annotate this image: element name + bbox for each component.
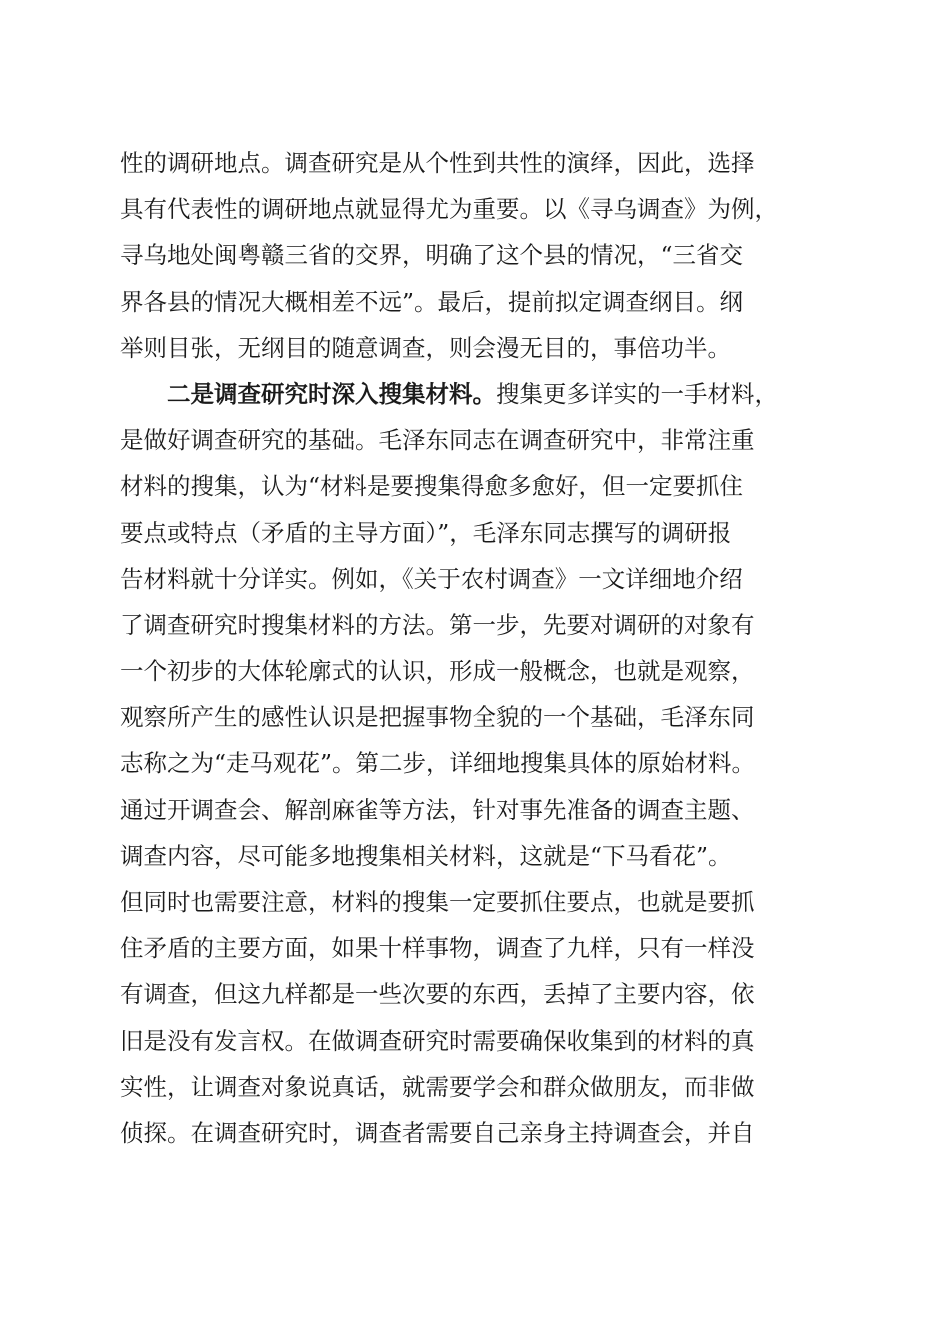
text-line: 旧是没有发言权。在做调查研究时需要确保收集到的材料的真: [120, 1026, 755, 1055]
text-line: 材料的搜集，认为“材料是要搜集得愈多愈好，但一定要抓住: [120, 472, 744, 501]
text-line: 观察所产生的感性认识是把握事物全貌的一个基础，毛泽东同: [120, 703, 755, 732]
paragraph-2-lead-heading: 二是调查研究时深入搜集材料。: [167, 379, 496, 408]
text-line: 志称之为“走马观花”。第二步，详细地搜集具体的原始材料。: [120, 749, 756, 778]
text-line: 告材料就十分详实。例如，《关于农村调查》一文详细地介绍: [120, 564, 743, 593]
text-line: 了调查研究时搜集材料的方法。第一步，先要对调研的对象有: [120, 610, 755, 639]
paragraph-2: [120, 371, 840, 1156]
body-text: [120, 140, 840, 1156]
text-line: 实性，让调查对象说真话，就需要学会和群众做朋友，而非做: [120, 1072, 755, 1101]
paragraph-2-first-line-rest: 搜集更多详实的一手材料，: [496, 379, 778, 408]
text-line: 具有代表性的调研地点就显得尤为重要。以《寻乌调查》为例，: [120, 195, 778, 224]
paragraph-2-first-line: [120, 371, 840, 417]
text-line: 但同时也需要注意，材料的搜集一定要抓住要点，也就是要抓: [120, 888, 755, 916]
text-line: 要点或特点（矛盾的主导方面）”，毛泽东同志撰写的调研报: [120, 518, 732, 547]
text-line: 性的调研地点。调查研究是从个性到共性的演绎，因此，选择: [120, 149, 755, 177]
text-line: 有调查，但这九样都是一些次要的东西，丢掉了主要内容，依: [120, 980, 755, 1009]
text-line: 通过开调查会、解剖麻雀等方法，针对事先准备的调查主题、: [120, 795, 755, 824]
text-line: 举则目张，无纲目的随意调查，则会漫无目的，事倍功半。: [120, 333, 731, 362]
text-line: 寻乌地处闽粤赣三省的交界，明确了这个县的情况，“三省交: [120, 241, 744, 270]
text-line: 界各县的情况大概相差不远”。最后，提前拟定调查纲目。纲: [120, 287, 744, 316]
text-line: 是做好调查研究的基础。毛泽东同志在调查研究中，非常注重: [120, 426, 755, 455]
paragraph-1: [120, 140, 840, 371]
text-line: 侦探。在调查研究时，调查者需要自己亲身主持调查会，并自: [120, 1118, 755, 1147]
text-line: 调查内容，尽可能多地搜集相关材料，这就是“下马看花”。: [120, 841, 732, 870]
text-line: 一个初步的大体轮廓式的认识，形成一般概念，也就是观察，: [120, 657, 755, 686]
text-line: 住矛盾的主要方面，如果十样事物，调查了九样，只有一样没: [120, 934, 755, 963]
